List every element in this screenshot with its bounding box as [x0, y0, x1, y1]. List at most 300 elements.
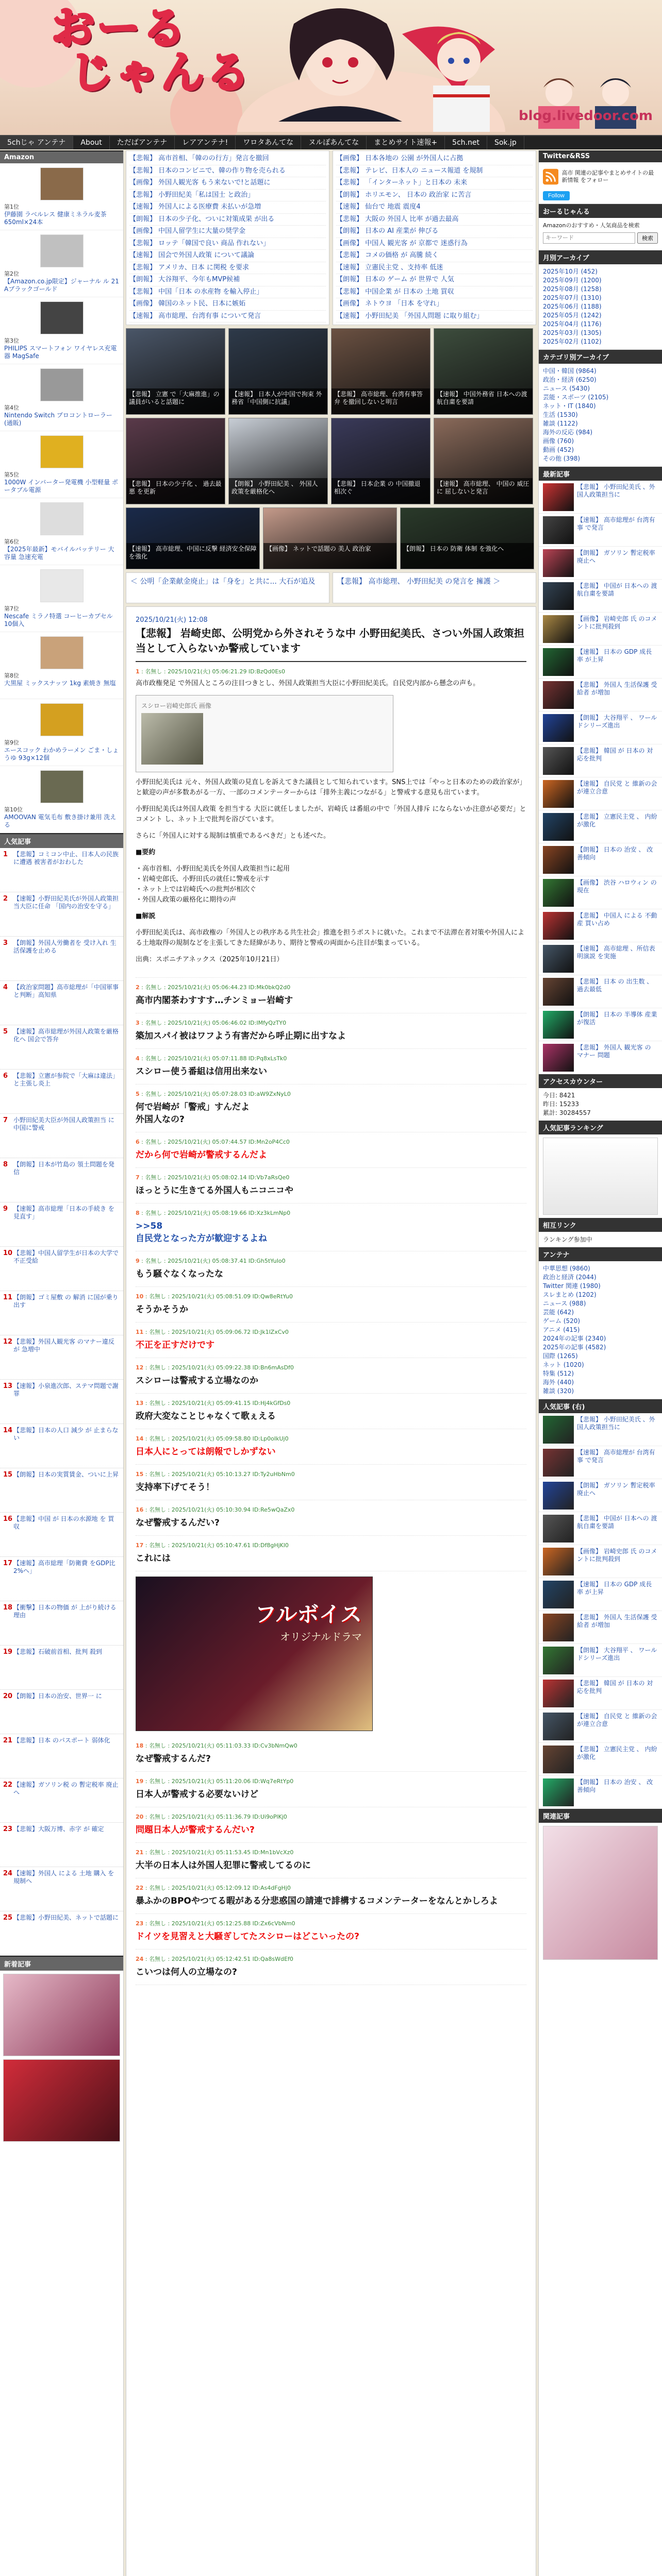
right-popular-post[interactable]: [539, 1677, 662, 1710]
featured-tile[interactable]: [126, 328, 225, 415]
recent-thumb[interactable]: [543, 912, 574, 940]
right-popular-post[interactable]: [539, 1479, 662, 1512]
recent-post[interactable]: [539, 1008, 662, 1041]
antenna-link[interactable]: 海外 (440): [543, 1379, 574, 1386]
archive-link[interactable]: 2025年08月 (1258): [543, 285, 602, 293]
response-number[interactable]: 24: [136, 1956, 144, 1962]
recent-post[interactable]: [539, 580, 662, 613]
article-source[interactable]: 出典：スポニチアネックス（2025年10月21日）: [136, 956, 284, 963]
popular-item[interactable]: [0, 1335, 123, 1380]
amazon-title[interactable]: 【Amazon.co.jp限定】ジャーナル ル 21 Aブラックゴールド: [4, 278, 119, 293]
right-popular-thumb[interactable]: [543, 1647, 574, 1674]
amazon-item[interactable]: [0, 565, 123, 632]
amazon-item[interactable]: [0, 297, 123, 364]
headline-link[interactable]: 【朗報】 日本の ゲーム が 世界で 人気: [336, 274, 533, 286]
antenna-link[interactable]: Twitter 関連 (1980): [543, 1282, 601, 1290]
recent-title[interactable]: 【速報】 日本の GDP 成長率 が上昇: [577, 648, 652, 663]
right-popular-post[interactable]: [539, 1413, 662, 1446]
recent-thumb[interactable]: [543, 681, 574, 709]
recent-title[interactable]: 【画像】 渋谷 ハロウィン の 現在: [577, 879, 657, 894]
recent-post[interactable]: [539, 909, 662, 942]
right-popular-thumb[interactable]: [543, 1548, 574, 1575]
category-link[interactable]: ネット・IT (1840): [543, 402, 596, 410]
headline-link[interactable]: 【悲報】 コメの価格 が 高騰 続く: [336, 250, 533, 262]
archive-link[interactable]: 2025年09月 (1200): [543, 277, 602, 284]
headline-link[interactable]: 【画像】 ネトウヨ 「日本 を守れ」: [336, 298, 533, 311]
popular-title[interactable]: 【悲報】大阪万博、赤字 が 確定: [13, 1825, 104, 1833]
recent-post[interactable]: [539, 975, 662, 1008]
response-number[interactable]: 9: [136, 1258, 140, 1264]
antenna-link[interactable]: 特集 (512): [543, 1370, 574, 1377]
recent-post[interactable]: [539, 1041, 662, 1074]
recent-thumb[interactable]: [543, 714, 574, 742]
response-number[interactable]: 14: [136, 1435, 144, 1442]
popular-item[interactable]: [0, 1070, 123, 1114]
response-number[interactable]: 10: [136, 1293, 144, 1300]
right-popular-title[interactable]: 【朗報】 日本の 治安 、 改善傾向: [577, 1778, 653, 1793]
recent-thumb[interactable]: [543, 549, 574, 577]
amazon-item[interactable]: [0, 632, 123, 699]
headline-link[interactable]: 【悲報】 小野田紀美「私は国士 と政治」: [129, 190, 326, 202]
right-popular-post[interactable]: [539, 1578, 662, 1611]
featured-tile[interactable]: [228, 328, 328, 415]
amazon-item[interactable]: [0, 766, 123, 833]
amazon-product-image[interactable]: [40, 435, 84, 468]
recent-thumb[interactable]: [543, 978, 574, 1006]
antenna-link[interactable]: 国際 (1265): [543, 1352, 578, 1360]
response-number[interactable]: 3: [136, 1020, 140, 1026]
category-link[interactable]: その他 (398): [543, 455, 581, 462]
antenna-link[interactable]: 雑談 (320): [543, 1387, 574, 1395]
popular-item[interactable]: [0, 848, 123, 892]
amazon-item[interactable]: [0, 699, 123, 766]
recent-post[interactable]: [539, 744, 662, 777]
archive-link[interactable]: 2025年07月 (1310): [543, 294, 602, 301]
headline-link[interactable]: 【朗報】 日本の少子化、ついに対策成果 が出る: [129, 214, 326, 226]
headline-link[interactable]: 【速報】 立憲民主党 、支持率 低迷: [336, 262, 533, 275]
popular-item[interactable]: [0, 1158, 123, 1202]
response-number[interactable]: 16: [136, 1506, 144, 1513]
recent-post[interactable]: [539, 876, 662, 909]
popular-item[interactable]: [0, 1247, 123, 1291]
right-popular-title[interactable]: 【悲報】 外国人 生活保護 受給者 が増加: [577, 1614, 657, 1629]
amazon-title[interactable]: エースコック わかめラーメン ごま・しょうゆ 93g×12個: [4, 747, 119, 761]
recent-title[interactable]: 【速報】 高市総理が 台湾有事 で発言: [577, 516, 655, 531]
featured-caption[interactable]: 【悲報】 日本の少子化 、 過去最悪 を更新: [126, 478, 225, 504]
recent-post[interactable]: [539, 777, 662, 810]
right-popular-title[interactable]: 【悲報】 小野田紀美氏 、外国人政策担当に: [577, 1416, 655, 1431]
recent-thumb[interactable]: [543, 780, 574, 808]
featured-caption[interactable]: 【画像】 ネットで話題の 美人 政治家: [263, 543, 396, 569]
amazon-product-image[interactable]: [40, 234, 84, 267]
headline-link[interactable]: 【悲報】 テレビ、日本人の ニュース報道 を規制: [336, 165, 533, 178]
recent-thumb[interactable]: [543, 879, 574, 907]
recent-title[interactable]: 【悲報】 韓国 が 日本の 対応を批判: [577, 747, 653, 762]
amazon-title[interactable]: PHILIPS スマートフォン ワイヤレス充電器 MagSafe: [4, 345, 117, 360]
category-link[interactable]: 芸能・スポーツ (2105): [543, 394, 609, 401]
recent-post[interactable]: [539, 547, 662, 580]
recent-title[interactable]: 【画像】 岩崎史郎 氏 のコメントに批判殺到: [577, 615, 657, 630]
response-number[interactable]: 4: [136, 1055, 140, 1062]
recent-thumb[interactable]: [543, 945, 574, 973]
featured-tile[interactable]: [434, 418, 533, 504]
antenna-link[interactable]: 2024年の記事 (2340): [543, 1335, 606, 1342]
prev-article-link[interactable]: ＜ 公明「企業献金廃止」は「身を」と共に... 大石が追及: [126, 572, 329, 603]
antenna-link[interactable]: 政治と経済 (2044): [543, 1274, 597, 1281]
response-number[interactable]: 22: [136, 1885, 144, 1891]
right-popular-thumb[interactable]: [543, 1713, 574, 1740]
popular-title[interactable]: 【悲報】小野田紀美、ネットで話題に: [13, 1914, 119, 1921]
nav-item[interactable]: ワロタあんてな: [236, 136, 301, 149]
featured-tile[interactable]: [331, 328, 431, 415]
recent-title[interactable]: 【速報】 自民党 と 維新の会 が連立合意: [577, 780, 657, 795]
amazon-item[interactable]: [0, 163, 123, 230]
response-number[interactable]: 15: [136, 1471, 144, 1478]
antenna-link[interactable]: 2025年の記事 (4582): [543, 1344, 606, 1351]
popular-title[interactable]: 【朗報】ゴミ屋敷 の 解消 に国が乗り出す: [13, 1294, 119, 1309]
amazon-item[interactable]: [0, 498, 123, 565]
right-popular-title[interactable]: 【画像】 岩崎史郎 氏 のコメントに批判殺到: [577, 1548, 657, 1563]
recent-thumb[interactable]: [543, 582, 574, 610]
headline-link[interactable]: 【朗報】 大谷翔平、今年もMVP候補: [129, 274, 326, 286]
recent-title[interactable]: 【朗報】 大谷翔平 、 ワールドシリーズ進出: [577, 714, 657, 729]
right-popular-thumb[interactable]: [543, 1515, 574, 1543]
featured-tile[interactable]: [331, 418, 431, 504]
popular-item[interactable]: [0, 1025, 123, 1070]
recent-title[interactable]: 【悲報】 中国が 日本への 渡航自粛を要請: [577, 582, 657, 597]
popular-title[interactable]: 【悲報】石破前首相、批判 殺到: [13, 1648, 102, 1655]
recent-title[interactable]: 【速報】 高市総理 、所信表明演説 を実施: [577, 945, 655, 960]
recent-post[interactable]: [539, 646, 662, 679]
headline-link[interactable]: 【速報】 仙台で 地震 震度4: [336, 201, 533, 214]
right-popular-title[interactable]: 【速報】 高市総理が 台湾有事 で発言: [577, 1449, 655, 1464]
amazon-title[interactable]: 1000W インバーター発電機 小型軽量 ポータブル電源: [4, 479, 119, 494]
amazon-item[interactable]: [0, 431, 123, 498]
recent-thumb[interactable]: [543, 516, 574, 544]
related-widget[interactable]: [543, 1826, 658, 1960]
popular-title[interactable]: 小野田紀美大臣が外国人政策担当 に 中国に警戒: [13, 1116, 114, 1131]
response-number[interactable]: 7: [136, 1174, 140, 1181]
right-popular-thumb[interactable]: [543, 1449, 574, 1477]
recent-thumb[interactable]: [543, 1044, 574, 1072]
nav-item[interactable]: 5ch.net: [445, 136, 487, 149]
amazon-product-image[interactable]: [40, 636, 84, 669]
response-number[interactable]: 6: [136, 1139, 140, 1145]
response-number[interactable]: 11: [136, 1329, 144, 1335]
antenna-link[interactable]: アニメ (415): [543, 1326, 580, 1333]
antenna-link[interactable]: ニュース (988): [543, 1300, 586, 1307]
headline-link[interactable]: 【朗報】 日本の AI 産業が 伸びる: [336, 226, 533, 238]
right-popular-post[interactable]: [539, 1545, 662, 1578]
headline-link[interactable]: 【悲報】 日本のコンビニで、韓の作り物を売られる: [129, 165, 326, 178]
archive-link[interactable]: 2025年05月 (1242): [543, 312, 602, 319]
archive-link[interactable]: 2025年10月 (452): [543, 268, 598, 275]
new-article-image[interactable]: [3, 1974, 120, 2056]
popular-item[interactable]: [0, 892, 123, 937]
popular-item[interactable]: [0, 1734, 123, 1778]
amazon-title[interactable]: 【2025年最新】モバイルバッテリー 大容量 急速充電: [4, 546, 114, 561]
quote-image[interactable]: [136, 695, 393, 772]
headline-link[interactable]: 【悲報】 アメリカ、日本 に関税 を要求: [129, 262, 326, 275]
amazon-product-image[interactable]: [40, 167, 84, 200]
right-popular-title[interactable]: 【悲報】 中国が 日本への 渡航自粛を要請: [577, 1515, 657, 1530]
archive-link[interactable]: 2025年06月 (1188): [543, 303, 602, 310]
headline-link[interactable]: 【画像】 外国人観光客 もう来ないで!と話題に: [129, 177, 326, 190]
response-number[interactable]: 5: [136, 1091, 140, 1097]
right-popular-post[interactable]: [539, 1611, 662, 1644]
nav-item[interactable]: About: [73, 136, 109, 149]
popular-title[interactable]: 【速報】高市総理「日本の手続き を 見直す」: [13, 1205, 114, 1220]
blog-watermark[interactable]: blog.livedoor.com: [519, 108, 653, 124]
popular-item[interactable]: [0, 937, 123, 981]
recent-thumb[interactable]: [543, 648, 574, 676]
right-popular-title[interactable]: 【速報】 日本の GDP 成長率 が上昇: [577, 1581, 652, 1596]
popular-title[interactable]: 【朗報】日本の実質賃金、ついに上昇: [13, 1471, 119, 1478]
headline-link[interactable]: 【悲報】 中国企業 が 日本の 土地 買収: [336, 286, 533, 299]
response-number[interactable]: 8: [136, 1210, 140, 1216]
right-popular-title[interactable]: 【朗報】 ガソリン 暫定税率 廃止へ: [577, 1482, 655, 1497]
ranking-widget[interactable]: [543, 1138, 658, 1215]
response-number[interactable]: 2: [136, 984, 140, 991]
amazon-product-image[interactable]: [40, 569, 84, 602]
popular-title[interactable]: 【速報】小泉進次郎、ステマ問題で謝罪: [13, 1382, 119, 1397]
right-popular-post[interactable]: [539, 1776, 662, 1809]
manga-ad[interactable]: [136, 1577, 373, 1731]
response-number[interactable]: 18: [136, 1742, 144, 1749]
amazon-product-image[interactable]: [40, 502, 84, 535]
headline-link[interactable]: 【悲報】 高市首相、「韓のの行方」発言を撤回: [129, 153, 326, 165]
headline-link[interactable]: 【悲報】 ロッテ「韓国で良い 商品 作れない」: [129, 238, 326, 250]
headline-link[interactable]: 【速報】 外国人による医療費 未払いが急増: [129, 201, 326, 214]
right-popular-thumb[interactable]: [543, 1581, 574, 1608]
popular-item[interactable]: [0, 1867, 123, 1911]
amazon-title[interactable]: AMOOVAN 電気毛布 敷き掛け兼用 洗える: [4, 814, 117, 828]
right-popular-title[interactable]: 【朗報】 大谷翔平 、 ワールドシリーズ進出: [577, 1647, 657, 1662]
recent-post[interactable]: [539, 613, 662, 646]
headline-link[interactable]: 【悲報】 「インターネット」と日本の 未来: [336, 177, 533, 190]
archive-link[interactable]: 2025年02月 (1102): [543, 338, 602, 345]
featured-tile-wide[interactable]: [263, 507, 397, 569]
headline-link[interactable]: 【速報】 高市総理、台湾有事 について発言: [129, 311, 326, 323]
recent-title[interactable]: 【朗報】 日本の 半導体 産業 が復活: [577, 1011, 657, 1026]
search-button[interactable]: 検索: [637, 232, 658, 244]
popular-title[interactable]: 【衝撃】日本の物価 が 上がり続ける 理由: [13, 1604, 117, 1619]
popular-title[interactable]: 【悲報】コミコン中止、日本人の民族に遭遇 被害者がおわした: [13, 851, 119, 866]
headline-link[interactable]: 【速報】 小野田紀美 「外国人問題 に取り組む」: [336, 311, 533, 323]
nav-item[interactable]: ただばアンテナ: [110, 136, 175, 149]
popular-title[interactable]: 【悲報】外国人観光客 のマナー違反 が 急増中: [13, 1338, 114, 1353]
nav-item[interactable]: ヌルぽあんてな: [301, 136, 367, 149]
popular-title[interactable]: 【速報】高市総理が外国人政策を厳格化へ 国会で答弁: [13, 1028, 119, 1043]
popular-title[interactable]: 【朗報】外国人労働者を 受け入れ 生活保護を止める: [13, 939, 117, 954]
right-popular-thumb[interactable]: [543, 1778, 574, 1806]
category-link[interactable]: 生活 (1530): [543, 411, 578, 418]
next-article-link[interactable]: 【悲報】 高市総理、 小野田紀美 の発言を 擁護 ＞: [333, 572, 536, 603]
recent-thumb[interactable]: [543, 813, 574, 841]
rss-icon[interactable]: [543, 165, 558, 188]
new-article-image[interactable]: [3, 2059, 120, 2142]
featured-tile-wide[interactable]: [126, 507, 260, 569]
amazon-product-image[interactable]: [40, 770, 84, 803]
archive-link[interactable]: 2025年03月 (1305): [543, 329, 602, 336]
featured-caption[interactable]: 【速報】 高市総理、 中国の 威圧に 屈しないと発言: [434, 478, 533, 504]
recent-post[interactable]: [539, 514, 662, 547]
recent-title[interactable]: 【悲報】 外国人 観光客 の マナー 問題: [577, 1044, 651, 1059]
recent-post[interactable]: [539, 679, 662, 711]
response-number[interactable]: 19: [136, 1778, 144, 1785]
nav-item[interactable]: 5chじゃ アンテナ: [0, 136, 73, 149]
popular-title[interactable]: 【悲報】日本の人口 減少 が 止まらない: [13, 1427, 119, 1442]
right-popular-post[interactable]: [539, 1644, 662, 1677]
category-link[interactable]: ニュース (5430): [543, 385, 590, 392]
featured-tile[interactable]: [434, 328, 533, 415]
right-popular-thumb[interactable]: [543, 1416, 574, 1444]
popular-item[interactable]: [0, 1114, 123, 1158]
headline-link[interactable]: 【画像】 日本各地の 公園 が外国人に占拠: [336, 153, 533, 165]
featured-caption[interactable]: 【速報】 日本人が中国で拘束 外務省「中国側に抗議」: [229, 388, 327, 414]
popular-title[interactable]: 【速報】小野田紀美氏が外国人政策担当大臣に任命 「国内の治安を守る」: [13, 895, 119, 910]
popular-item[interactable]: [0, 1424, 123, 1468]
antenna-link[interactable]: 芸能 (642): [543, 1309, 574, 1316]
popular-item[interactable]: [0, 981, 123, 1025]
featured-caption[interactable]: 【朗報】 小野田紀美 、 外国人 政策を厳格化へ: [229, 478, 327, 504]
antenna-link[interactable]: スレまとめ (1202): [543, 1291, 597, 1298]
response-number[interactable]: 13: [136, 1400, 144, 1406]
amazon-title[interactable]: Nescafe ミラノ特選 コーヒーカプセル 10個入: [4, 613, 113, 628]
recent-thumb[interactable]: [543, 483, 574, 511]
popular-title[interactable]: 【速報】高市総理「防衛費 をGDP比2%へ」: [13, 1560, 115, 1574]
amazon-product-image[interactable]: [40, 301, 84, 334]
amazon-item[interactable]: [0, 230, 123, 297]
right-popular-post[interactable]: [539, 1710, 662, 1743]
amazon-product-image[interactable]: [40, 368, 84, 401]
popular-title[interactable]: 【速報】ガソリン税 の 暫定税率 廃止 へ: [13, 1781, 119, 1796]
popular-title[interactable]: 【悲報】日本 のパスポート 弱体化: [13, 1737, 110, 1744]
right-popular-thumb[interactable]: [543, 1482, 574, 1510]
response-number[interactable]: 12: [136, 1364, 144, 1371]
popular-title[interactable]: 【悲報】中国人留学生が日本の大学で 不正受給: [13, 1249, 119, 1264]
follow-button[interactable]: Follow: [543, 191, 570, 200]
featured-caption[interactable]: 【悲報】 高市総理、台湾有事答弁 を撤回しないと明言: [332, 388, 430, 414]
featured-caption[interactable]: 【速報】 高市総理、中国に反撃 経済安全保障を強化: [126, 543, 259, 569]
popular-item[interactable]: [0, 1513, 123, 1557]
response-number[interactable]: 21: [136, 1849, 144, 1856]
recent-title[interactable]: 【悲報】 中国人 による 不動産 買い占め: [577, 912, 657, 927]
category-link[interactable]: 動画 (452): [543, 446, 574, 453]
response-number[interactable]: 17: [136, 1542, 144, 1549]
antenna-link[interactable]: 中華思想 (9860): [543, 1265, 590, 1272]
archive-link[interactable]: 2025年04月 (1176): [543, 320, 602, 328]
response-number[interactable]: 23: [136, 1920, 144, 1927]
recent-post[interactable]: [539, 481, 662, 514]
popular-item[interactable]: [0, 1778, 123, 1823]
nav-item[interactable]: Sok.jp: [487, 136, 524, 149]
right-popular-post[interactable]: [539, 1743, 662, 1776]
response-number[interactable]: 20: [136, 1814, 144, 1820]
popular-item[interactable]: [0, 1690, 123, 1734]
amazon-title[interactable]: 大黒屋 ミックスナッツ 1kg 素焼き 無塩: [4, 680, 116, 687]
right-popular-thumb[interactable]: [543, 1745, 574, 1773]
recent-post[interactable]: [539, 843, 662, 876]
category-link[interactable]: 中国・韓国 (9864): [543, 367, 597, 375]
popular-title[interactable]: 【朗報】日本の治安、世界一 に: [13, 1692, 102, 1700]
right-popular-title[interactable]: 【悲報】 韓国 が 日本の 対応を批判: [577, 1680, 653, 1694]
search-input[interactable]: [543, 232, 635, 244]
recent-title[interactable]: 【悲報】 日本 の 出生数 、 過去最低: [577, 978, 653, 993]
recent-thumb[interactable]: [543, 846, 574, 874]
antenna-link[interactable]: ネット (1020): [543, 1361, 584, 1368]
amazon-title[interactable]: 伊藤園 ラベルレス 健康ミネラル麦茶 650ml×24本: [4, 211, 107, 226]
recent-title[interactable]: 【悲報】 外国人 生活保護 受給者 が増加: [577, 681, 657, 696]
category-link[interactable]: 海外の反応 (984): [543, 429, 593, 436]
amazon-product-image[interactable]: [40, 703, 84, 736]
popular-title[interactable]: 【悲報】中国 が 日本の水源地 を 買収: [13, 1515, 114, 1530]
headline-link[interactable]: 【速報】 国会で外国人政策 について議論: [129, 250, 326, 262]
headline-link[interactable]: 【悲報】 中国「日本 の水産物 を輸入停止」: [129, 286, 326, 299]
popular-item[interactable]: [0, 1202, 123, 1247]
featured-caption[interactable]: 【悲報】 立憲 で「大麻推進」の議員がいると話題に: [126, 388, 225, 414]
headline-link[interactable]: 【画像】 韓国のネット民、日本に嫉妬: [129, 298, 326, 311]
popular-item[interactable]: [0, 1823, 123, 1867]
popular-item[interactable]: [0, 1468, 123, 1513]
right-popular-post[interactable]: [539, 1446, 662, 1479]
recent-title[interactable]: 【朗報】 ガソリン 暫定税率 廃止へ: [577, 549, 655, 564]
popular-title[interactable]: 【速報】外国人 による 土地 購入 を規制へ: [13, 1870, 114, 1885]
recent-thumb[interactable]: [543, 1011, 574, 1039]
recent-thumb[interactable]: [543, 615, 574, 643]
recent-thumb[interactable]: [543, 747, 574, 775]
antenna-link[interactable]: ゲーム (520): [543, 1317, 581, 1325]
right-popular-thumb[interactable]: [543, 1614, 574, 1641]
featured-caption[interactable]: 【速報】 中国外務省 日本への渡航自粛を要請: [434, 388, 533, 414]
nav-item[interactable]: まとめサイト速報+: [367, 136, 445, 149]
nav-item[interactable]: レアアンテナ!: [175, 136, 236, 149]
category-link[interactable]: 政治・経済 (6250): [543, 376, 597, 383]
recent-title[interactable]: 【悲報】 立憲民主党 、 内紛 が激化: [577, 813, 657, 828]
featured-caption[interactable]: 【悲報】 日本企業 の 中国撤退 相次ぐ: [332, 478, 430, 504]
recent-post[interactable]: [539, 711, 662, 744]
popular-item[interactable]: [0, 1557, 123, 1601]
headline-link[interactable]: 【朗報】 ホリエモン、 日本の 政治家 に苦言: [336, 190, 533, 202]
popular-title[interactable]: 【政治家問題】高市総理が「中国軍事 と判断」高知県: [13, 984, 119, 998]
right-popular-title[interactable]: 【速報】 自民党 と 維新の会 が連立合意: [577, 1713, 657, 1727]
featured-tile[interactable]: [126, 418, 225, 504]
right-popular-post[interactable]: [539, 1512, 662, 1545]
featured-tile[interactable]: [228, 418, 328, 504]
headline-link[interactable]: 【画像】 中国人留学生に大量の奨学金: [129, 226, 326, 238]
recent-title[interactable]: 【悲報】 小野田紀美氏 、外国人政策担当に: [577, 483, 655, 498]
recent-post[interactable]: [539, 810, 662, 843]
popular-item[interactable]: [0, 1380, 123, 1424]
right-popular-title[interactable]: 【悲報】 立憲民主党 、 内紛 が激化: [577, 1745, 657, 1760]
popular-item[interactable]: [0, 1911, 123, 1956]
response-number[interactable]: 1: [136, 668, 140, 675]
popular-title[interactable]: 【朗報】日本が竹島の 領土問題を発信: [13, 1161, 114, 1176]
featured-caption[interactable]: 【朗報】 日本の 防衛 体制 を強化へ: [401, 543, 534, 569]
recent-post[interactable]: [539, 942, 662, 975]
headline-link[interactable]: 【画像】 中国人 観光客 が 京都で 迷惑行為: [336, 238, 533, 250]
recent-title[interactable]: 【朗報】 日本の 治安 、 改善傾向: [577, 846, 653, 861]
amazon-title[interactable]: Nintendo Switch プロコントローラー(通販): [4, 412, 112, 427]
popular-title[interactable]: 【悲報】立憲が参院で「大麻は違法」と主張し炎上: [13, 1072, 119, 1087]
right-popular-thumb[interactable]: [543, 1680, 574, 1707]
popular-item[interactable]: [0, 1601, 123, 1646]
amazon-item[interactable]: [0, 364, 123, 431]
category-link[interactable]: 画像 (760): [543, 437, 574, 445]
popular-item[interactable]: [0, 1646, 123, 1690]
featured-tile-wide[interactable]: [400, 507, 534, 569]
popular-item[interactable]: [0, 1291, 123, 1335]
